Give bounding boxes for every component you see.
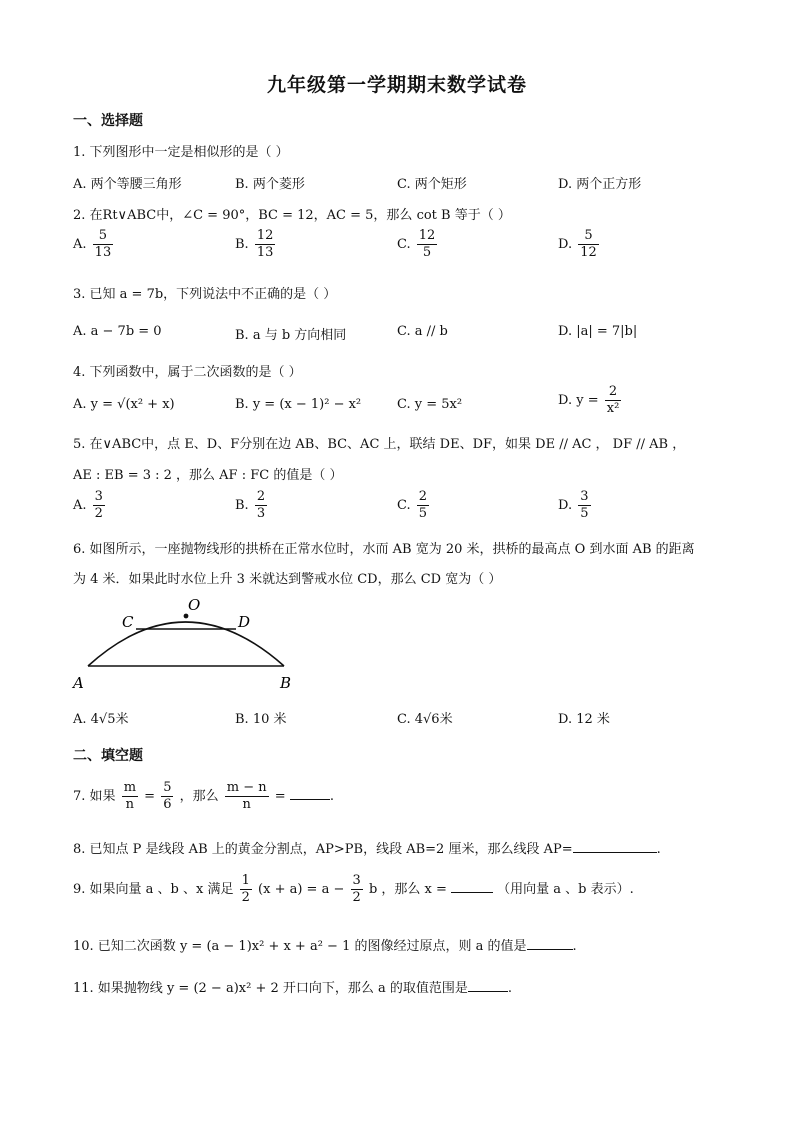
numerator: 3 [94,489,103,504]
fraction [417,228,438,261]
denominator: 12 [580,245,597,260]
numerator: 3 [352,873,361,888]
question-9-middle: (x + a) = a − [258,882,345,897]
section-fill-heading: 二、填空题 [73,748,143,764]
numerator: m [123,780,137,795]
question-6-stem-line2: 为 4 米．如果此时水位上升 3 米就达到警戒水位 CD，那么 CD 宽为（ ） [73,572,502,587]
question-4-option-c: C. y = 5x² [397,397,463,412]
period: . [656,842,661,857]
equals-sign: = [144,789,156,804]
question-9-prefix: 9. 如果向量 a 、b 、x 满足 [73,882,234,897]
denominator: 5 [418,506,428,521]
question-5-option-d [558,489,593,522]
label-a: A [73,674,84,692]
fraction [161,780,173,813]
fraction [93,489,105,522]
section-choice-heading: 一、选择题 [73,113,143,129]
option-label: A. [73,498,87,513]
question-3-option-b: B. a 与 b 方向相同 [235,328,347,343]
denominator: 3 [256,506,266,521]
option-label: B. [235,498,249,513]
fraction [578,489,590,522]
question-3-option-a: A. a − 7b = 0 [73,324,162,339]
equals-sign: = [274,789,286,804]
question-6-option-a: A. 4√5米 [73,712,129,727]
question-2-option-a [73,228,115,261]
fraction [93,228,114,261]
question-5-stem-line2: AE : EB = 3 : 2 ，那么 AF : FC 的值是（ ） [73,468,343,483]
question-9-suffix: （用向量 a 、b 表示）. [497,882,634,897]
numerator: 5 [93,228,114,245]
fraction [417,489,429,522]
question-10-text: 10. 已知二次函数 y = (a − 1)x² + x + a² − 1 的图像经过原点，则 a 的值是 [73,939,527,954]
question-2-option-c [397,228,439,261]
answer-blank[interactable] [573,852,657,853]
question-9-middle2: b ，那么 x = [368,882,447,897]
fraction [255,228,276,261]
denominator: n [125,797,135,812]
question-7 [73,780,334,813]
question-2-option-b [235,228,277,261]
question-3-option-c: C. a // b [397,324,448,339]
fraction [225,780,269,813]
answer-blank[interactable] [468,991,508,992]
fraction [240,873,252,906]
numerator: 2 [605,384,622,401]
question-2-stem: 2. 在Rt∨ABC中，∠C = 90°，BC = 12，AC = 5，那么 cot B 等于（ ） [73,208,511,223]
denominator: x² [606,401,620,416]
arch-bridge-figure [70,594,300,694]
numerator: 1 [241,873,250,888]
denominator: 13 [256,245,274,260]
option-label: D. [558,393,573,408]
question-11 [73,977,512,996]
question-9 [73,873,634,906]
question-7-middle: ，那么 [179,789,219,804]
period: . [572,939,577,954]
label-b: B [280,674,292,692]
answer-blank[interactable] [527,949,573,950]
denominator: 5 [580,506,589,521]
question-4-option-a: A. y = √(x² + x) [73,397,175,412]
question-1-option-c: C. 两个矩形 [397,177,467,192]
numerator: 2 [418,489,428,504]
question-1-option-d: D. 两个正方形 [558,177,642,192]
numerator: 2 [256,489,266,504]
option-label: B. [235,237,249,252]
denominator: 13 [94,245,112,260]
option-label: A. [73,237,87,252]
question-5-option-a [73,489,107,522]
question-5-option-b [235,489,269,522]
fraction [578,228,599,261]
option-label: C. [397,498,411,513]
answer-blank[interactable] [290,799,330,800]
question-4-stem: 4. 下列函数中，属于二次函数的是（ ） [73,365,302,380]
question-3-stem: 3. 已知 a = 7b，下列说法中不正确的是（ ） [73,287,337,302]
period: . [329,789,334,804]
denominator: 2 [241,890,250,905]
question-1-stem: 1. 下列图形中一定是相似形的是（ ） [73,145,289,160]
fraction [605,384,622,417]
question-4-option-b: B. y = (x − 1)² − x² [235,397,362,412]
question-5-option-c [397,489,431,522]
question-6-stem-line1: 6. 如图所示，一座抛物线形的拱桥在正常水位时，水而 AB 宽为 20 米，拱桥的最高点 O 到水面 AB 的距离 [73,542,695,557]
question-4-option-d [558,384,623,417]
label-d: D [238,613,251,631]
question-7-prefix: 7. 如果 [73,789,116,804]
denominator: 2 [94,506,103,521]
question-2-option-d [558,228,601,261]
option-label: D. [558,498,573,513]
numerator: 12 [418,228,436,243]
numerator: 12 [256,228,274,243]
question-10 [73,935,577,954]
denominator: n [242,797,251,812]
label-c: C [122,613,134,631]
denominator: 6 [163,797,172,812]
question-6-option-d: D. 12 米 [558,712,610,727]
question-8 [73,838,661,857]
question-3-option-d: D. |a| = 7|b| [558,324,638,339]
option-label: D. [558,237,573,252]
label-o: O [188,596,201,614]
numerator: 5 [578,228,599,245]
question-6-option-b: B. 10 米 [235,712,287,727]
option-label: C. [397,237,411,252]
period: . [507,981,513,996]
numerator: 5 [163,780,172,795]
page-title: 九年级第一学期期末数学试卷 [266,74,527,96]
fraction [351,873,363,906]
question-8-text: 8. 已知点 P 是线段 AB 上的黄金分割点，AP>PB，线段 AB=2 厘米，那么线段 AP= [73,842,573,857]
answer-blank[interactable] [451,892,493,893]
numerator: m − n [226,780,267,795]
function-lhs: y = [576,393,599,408]
question-1-option-a: A. 两个等腰三角形 [73,177,182,192]
vertex-point-o [184,614,189,619]
question-1-option-b: B. 两个菱形 [235,177,305,192]
fraction [122,780,138,813]
question-5-stem-line1: 5. 在∨ABC中，点 E、D、F分别在边 AB、BC、AC 上，联结 DE、DF，如果 DE // AC ， DF // AB ， [73,437,686,452]
fraction [255,489,267,522]
question-6-option-c: C. 4√6米 [397,712,453,727]
denominator: 2 [352,890,361,905]
denominator: 5 [422,245,432,260]
question-11-text: 11. 如果抛物线 y = (2 − a)x² + 2 开口向下，那么 a 的取值范围是 [73,981,468,996]
numerator: 3 [580,489,589,504]
